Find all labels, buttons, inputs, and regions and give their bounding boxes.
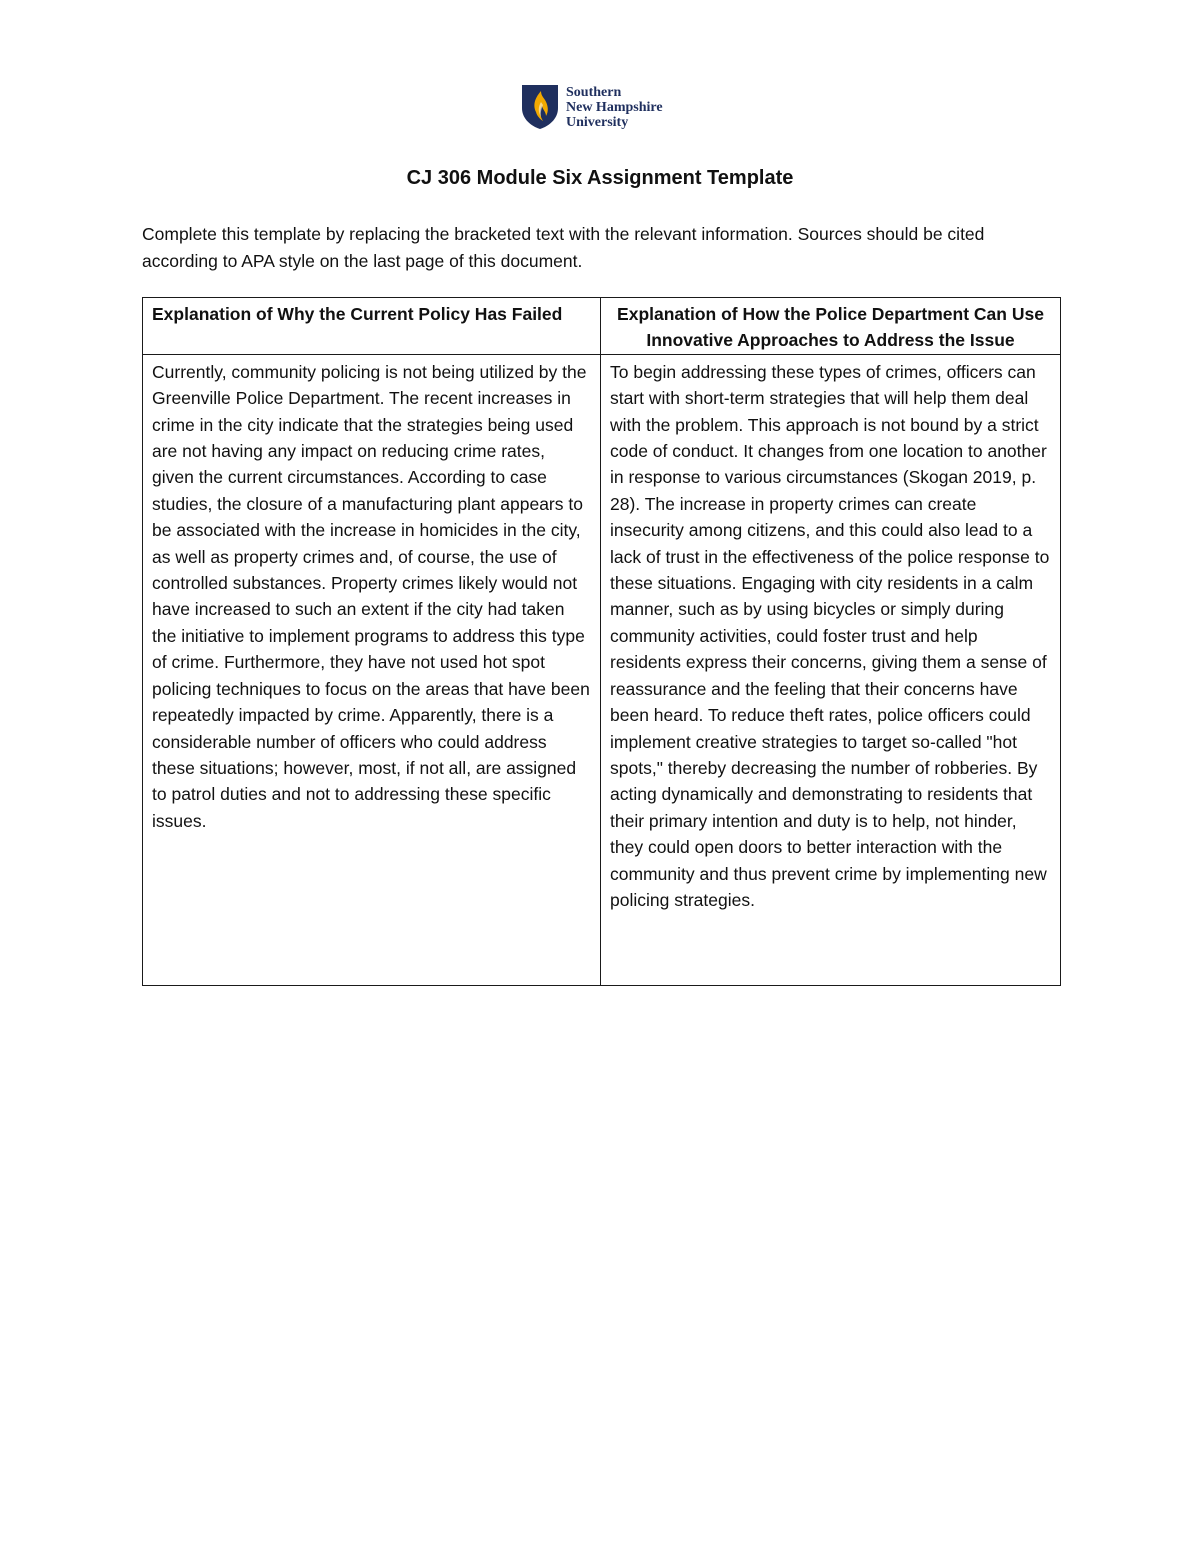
logo-wordmark — [566, 85, 663, 130]
logo-line-1: Southern — [566, 85, 622, 100]
university-logo — [521, 84, 663, 130]
header-current-policy-failed: Explanation of Why the Current Policy Has Failed — [143, 298, 601, 355]
logo-line-2: New Hampshire — [566, 100, 663, 115]
page-title: CJ 306 Module Six Assignment Template — [406, 167, 794, 189]
assignment-table — [142, 297, 1061, 986]
cell-current-policy-failed: Currently, community policing is not being utilized by the Greenville Police Department. The recent increases in crime in the city indicate that the strategies being used are not having any impact on reducing crime rates, given the current circumstances. According to case studies, the closure of a manufacturing plant appears to be associated with the increase in homicides in the city, as well as property crimes and, of course, the use of controlled substances. Property crimes likely would not have increased to such an extent if the city had taken the initiative to implement programs to address this type of crime. Furthermore, they have not used hot spot policing techniques to focus on the areas that have been repeatedly impacted by crime. Apparently, there is a considerable number of officers who could address these situations; however, most, if not all, are assigned to patrol duties and not to addressing these specific issues. — [143, 354, 601, 985]
logo-line-3: University — [566, 115, 629, 130]
table-row — [143, 354, 1061, 985]
table-header-row — [143, 298, 1061, 355]
intro-paragraph: Complete this template by replacing the bracketed text with the relevant information. Sources should be cited according to APA style on the last page of this document. — [142, 224, 985, 271]
cell-innovative-approaches: To begin addressing these types of crimes, officers can start with short-term strategies that will help them deal with the problem. This approach is not bound by a strict code of conduct. It changes from one location to another in response to various circumstances (Skogan 2019, p. 28). The increase in property crimes can create insecurity among citizens, and this could also lead to a lack of trust in the effectiveness of the police response to these situations. Engaging with city residents in a calm manner, such as by using bicycles or simply during community activities, could foster trust and help residents express their concerns, giving them a sense of reassurance and the feeling that their concerns have been heard. To reduce theft rates, police officers could implement creative strategies to target so-called "hot spots," thereby decreasing the number of robberies. By acting dynamically and demonstrating to residents that their primary intention and duty is to help, not hinder, they could open doors to better interaction with the community and thus prevent crime by implementing new policing strategies. — [601, 354, 1061, 985]
shield-flame-icon — [521, 84, 559, 130]
header-innovative-approaches: Explanation of How the Police Department Can Use Innovative Approaches to Address the Issue — [601, 298, 1061, 355]
